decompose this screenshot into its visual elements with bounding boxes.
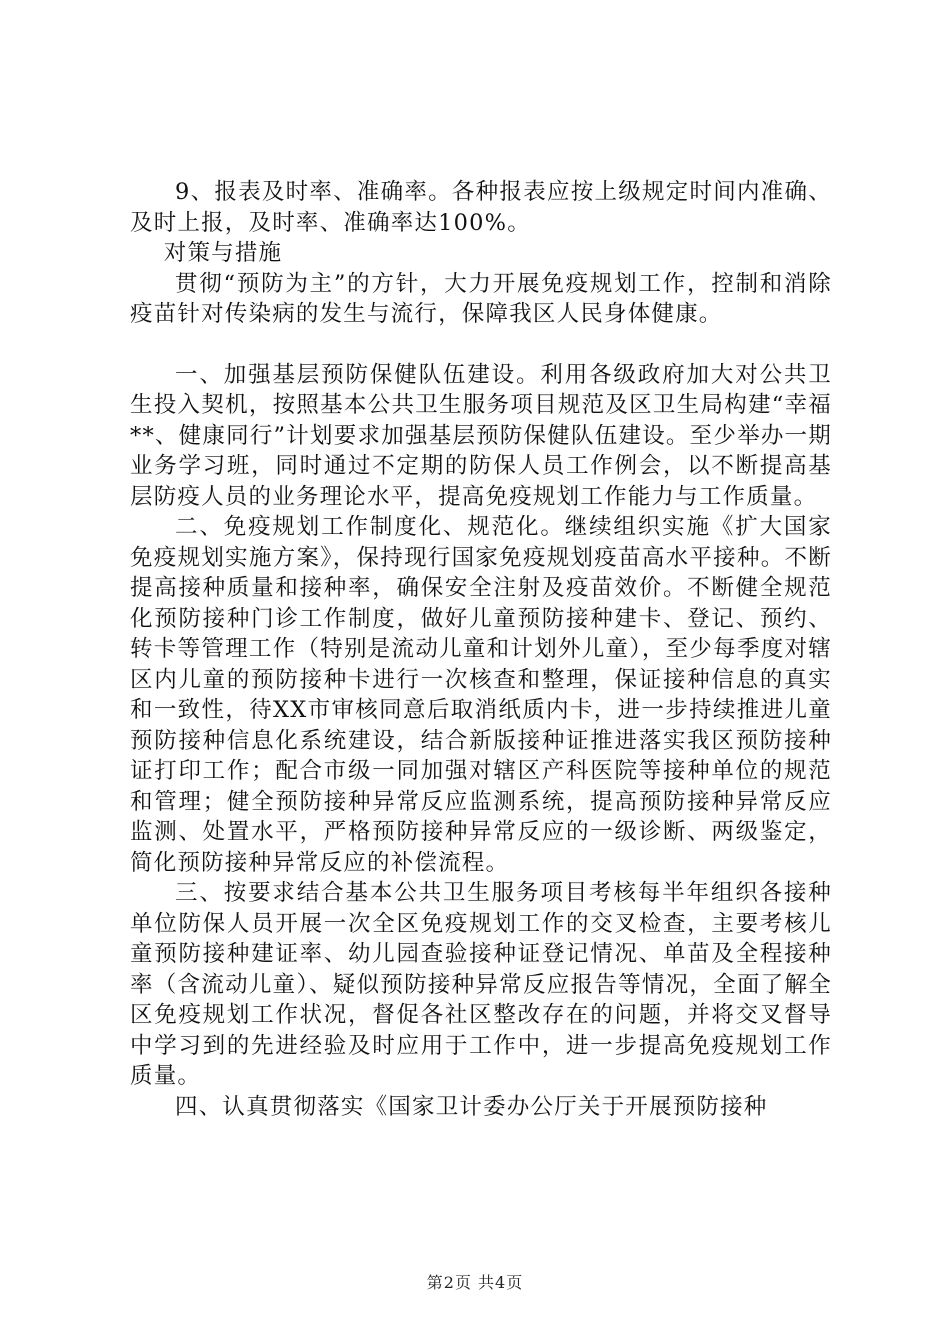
paragraph-report-rate: 9、报表及时率、准确率。各种报表应按上级规定时间内准确、及时上报，及时率、准确率达100%。 — [130, 179, 832, 236]
page-footer: 第2页 共4页 — [426, 1273, 524, 1292]
section-heading-measures: 对策与措施 — [163, 240, 283, 266]
paragraph-policy: 贯彻“预防为主”的方针，大力开展免疫规划工作，控制和消除疫苗针对传染病的发生与流行，保障我区人民身体健康。 — [130, 270, 832, 327]
document-body — [130, 177, 832, 1122]
paragraph-item-3: 三、按要求结合基本公共卫生服务项目考核每半年组织各接种单位防保人员开展一次全区免疫规划工作的交叉检查，主要考核儿童预防接种建证率、幼儿园查验接种证登记情况、单苗及全程接种率（含流动儿童）、疑似预防接种异常反应报告等情况，全面了解全区免疫规划工作状况，督促各社区整改存在的问题，并将交叉督导中学习到的先进经验及时应用于工作中，进一步提高免疫规划工作质量。 — [130, 880, 832, 1089]
paragraph-item-2: 二、免疫规划工作制度化、规范化。继续组织实施《扩大国家免疫规划实施方案》，保持现行国家免疫规划疫苗高水平接种。不断提高接种质量和接种率，确保安全注射及疫苗效价。不断健全规范化预防接种门诊工作制度，做好儿童预防接种建卡、登记、预约、转卡等管理工作（特别是流动儿童和计划外儿童），至少每季度对辖区内儿童的预防接种卡进行一次核查和整理，保证接种信息的真实和一致性，待XX市审核同意后取消纸质内卡，进一步持续推进儿童预防接种信息化系统建设，结合新版接种证推进落实我区预防接种证打印工作；配合市级一同加强对辖区产科医院等接种单位的规范和管理；健全预防接种异常反应监测系统，提高预防接种异常反应监测、处置水平，严格预防接种异常反应的一级诊断、两级鉴定，简化预防接种异常反应的补偿流程。 — [130, 514, 832, 876]
paragraph-item-1: 一、加强基层预防保健队伍建设。利用各级政府加大对公共卫生投入契机，按照基本公共卫生服务项目规范及区卫生局构建“幸福**、健康同行”计划要求加强基层预防保健队伍建设。至少举办一期业务学习班，同时通过不定期的防保人员工作例会，以不断提高基层防疫人员的业务理论水平，提高免疫规划工作能力与工作质量。 — [130, 361, 832, 510]
paragraph-item-4: 四、认真贯彻落实《国家卫计委办公厅关于开展预防接种 — [175, 1093, 768, 1120]
